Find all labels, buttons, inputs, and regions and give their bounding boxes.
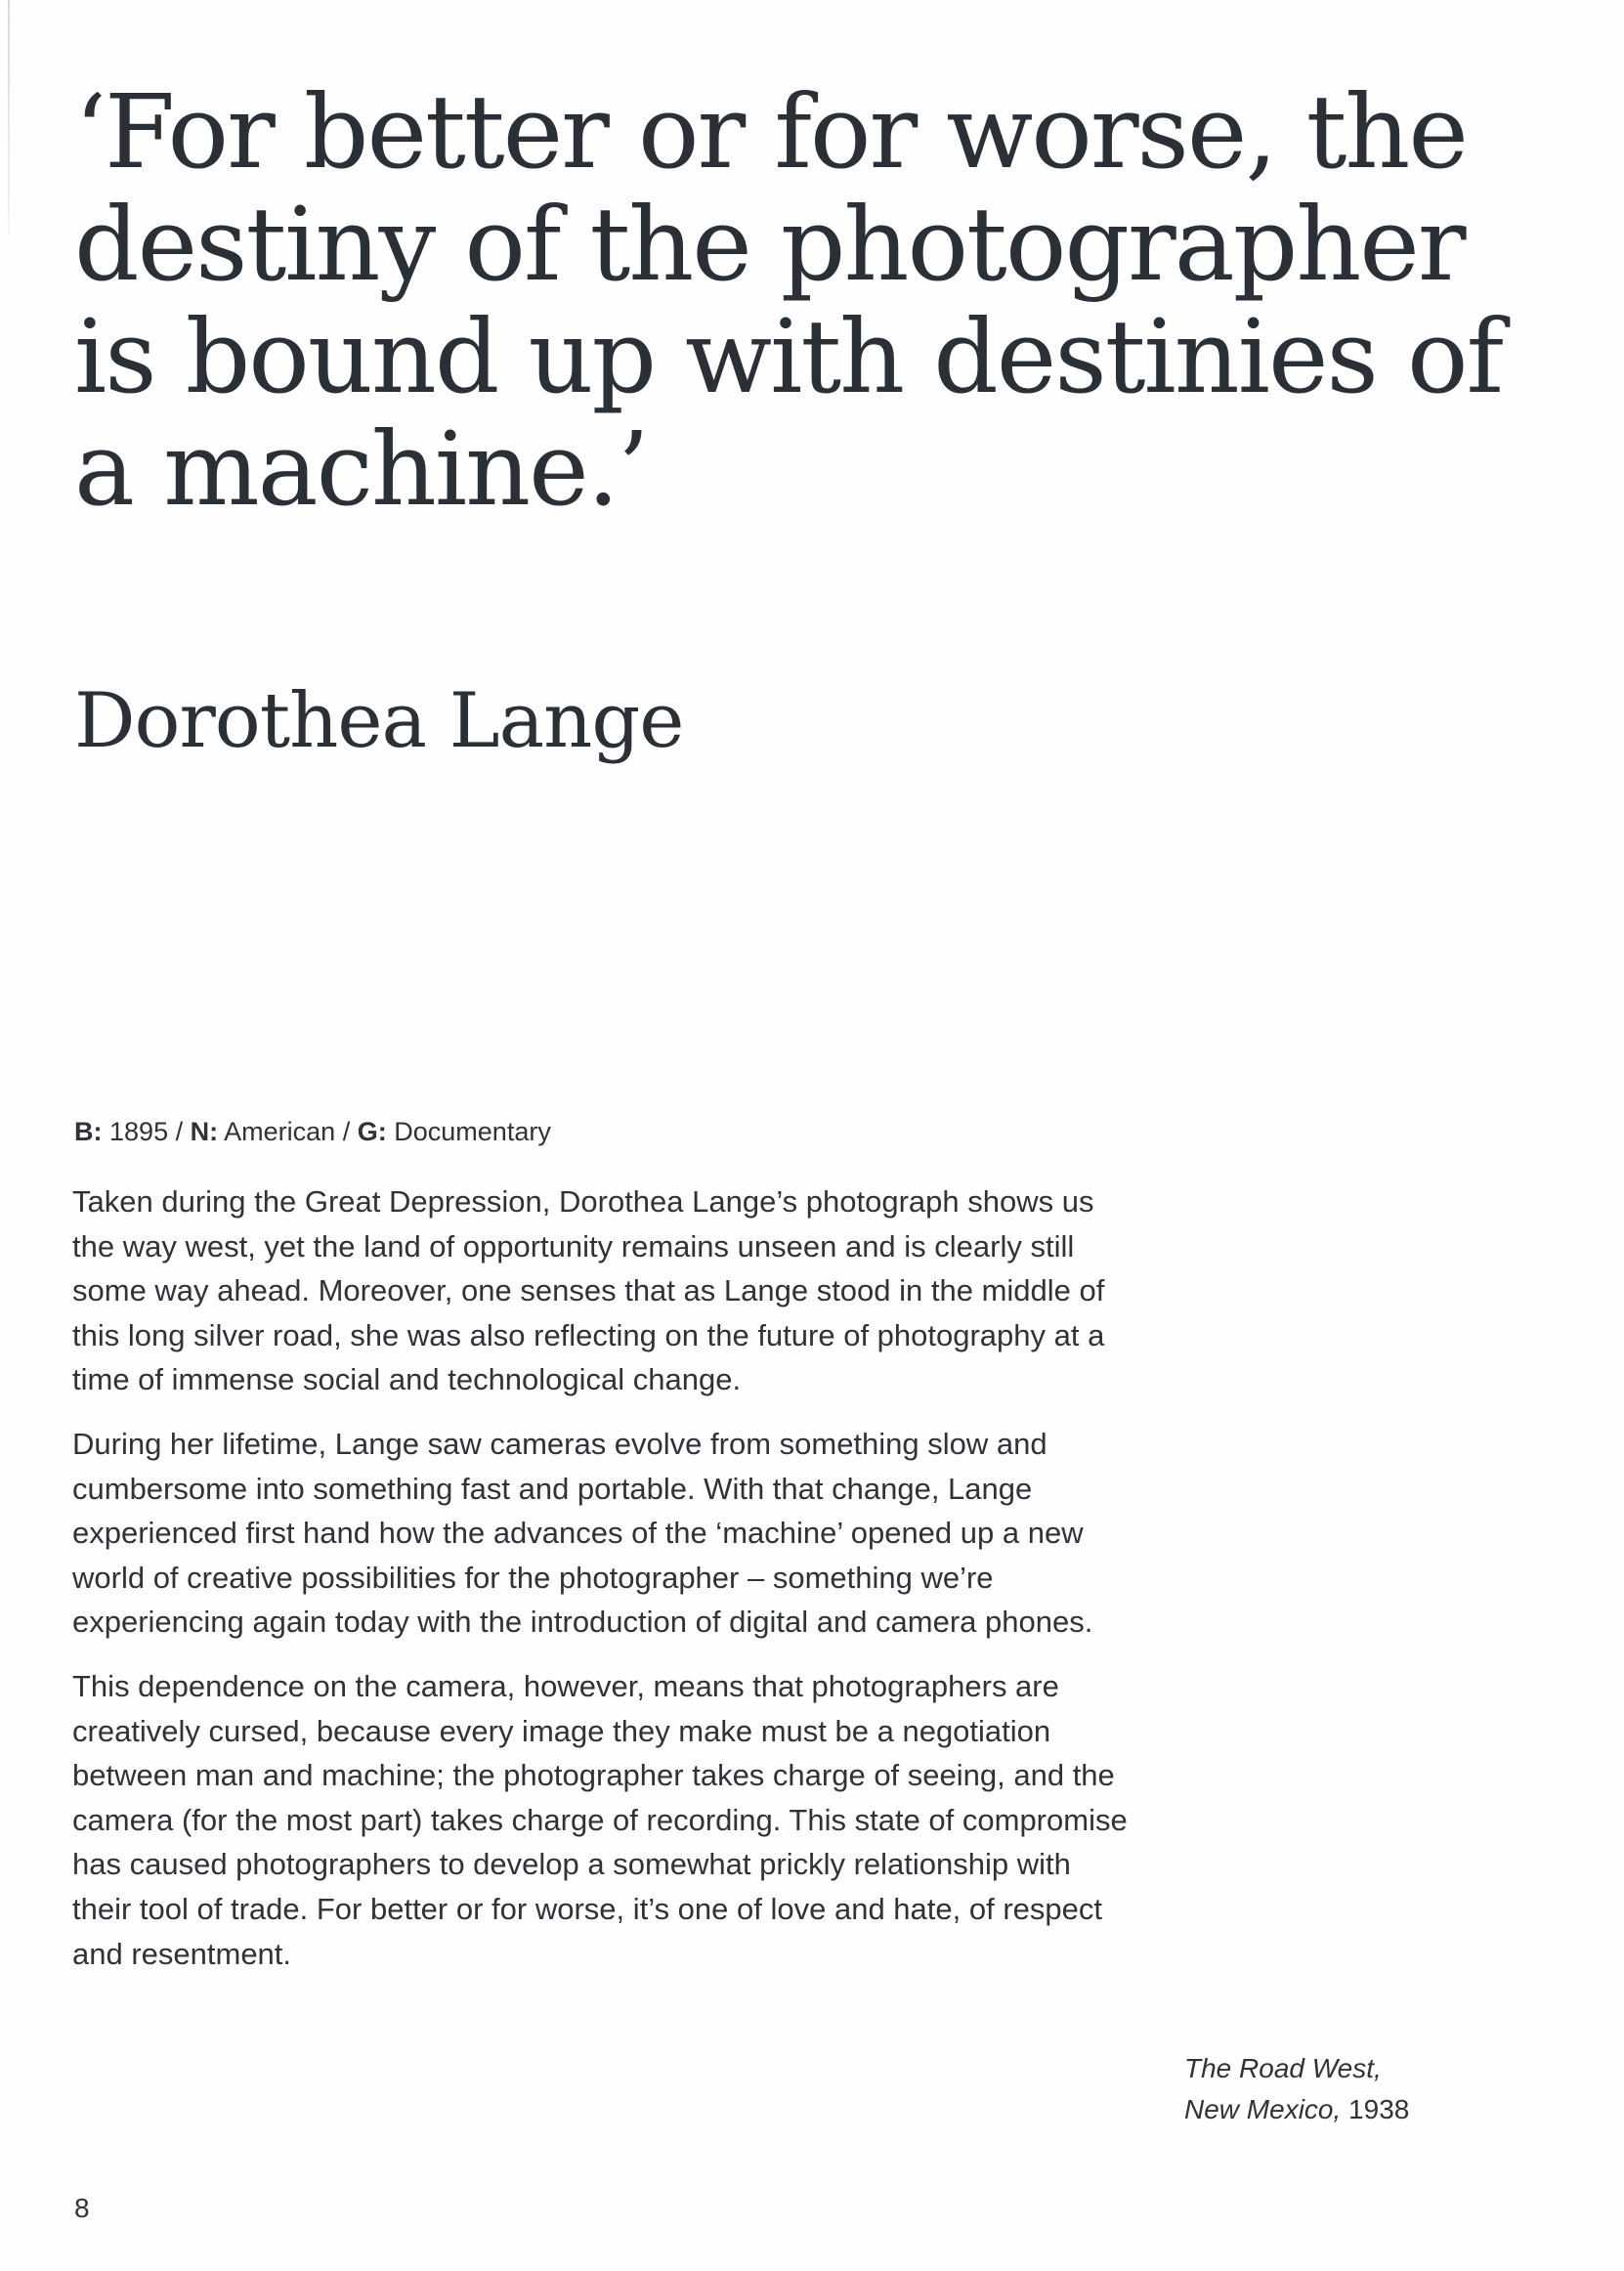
meta-separator: / [175,1117,184,1146]
body-paragraph: Taken during the Great Depression, Dorothea Lange’s photograph shows us the way west, yet the land of opportunity remains unseen and is clearly still some way ahead. Moreover, one senses that as Lange stood in the middle of this long silver road, she was also reflecting on the future of photography at a time of immense social and technological change. [72,1184,1105,1397]
meta-separator: / [342,1117,351,1146]
body-paragraph: This dependence on the camera, however, means that photographers are creatively cursed, because every image they make must be a negotiation between man and machine; the photographer takes charge of seeing, and the camera (for the most part) takes charge of recording. This state of compromise has caused photographers to develop a somewhat prickly relationship with their tool of trade. For better or for worse, it’s one of love and hate, of respect and resentment. [72,1668,1128,1971]
caption-year: 1938 [1348,2094,1410,2124]
page-edge-line [8,0,10,235]
body-text [72,1179,1137,1995]
genre-value: Documentary [394,1117,551,1146]
page-number: 8 [74,2193,90,2223]
genre-label: G: [357,1117,387,1146]
born-value: 1895 [109,1117,169,1146]
nationality-value: American [224,1117,336,1146]
nationality-label: N: [190,1117,219,1146]
caption-line-1 [1184,2048,1536,2089]
caption-title-part-2: New Mexico, [1184,2094,1342,2124]
caption-title-part-1: The Road West, [1184,2053,1382,2083]
biographical-meta [74,1114,551,1149]
photo-caption [1184,2048,1536,2130]
body-paragraph: During her lifetime, Lange saw cameras evolve from something slow and cumbersome into something fast and portable. With that change, Lange experienced first hand how the advances of the ‘machine’ opened up a new world of creative possibilities for the photographer – something we’re experiencing again today with the introduction of digital and camera phones. [72,1426,1093,1640]
photographer-name: Dorothea Lange [74,677,684,765]
born-label: B: [74,1117,103,1146]
pull-quote: ‘For better or for worse, the destiny of the photographer is bound up with destinies of a machine.’ [74,72,1503,529]
caption-line-2 [1184,2089,1536,2130]
